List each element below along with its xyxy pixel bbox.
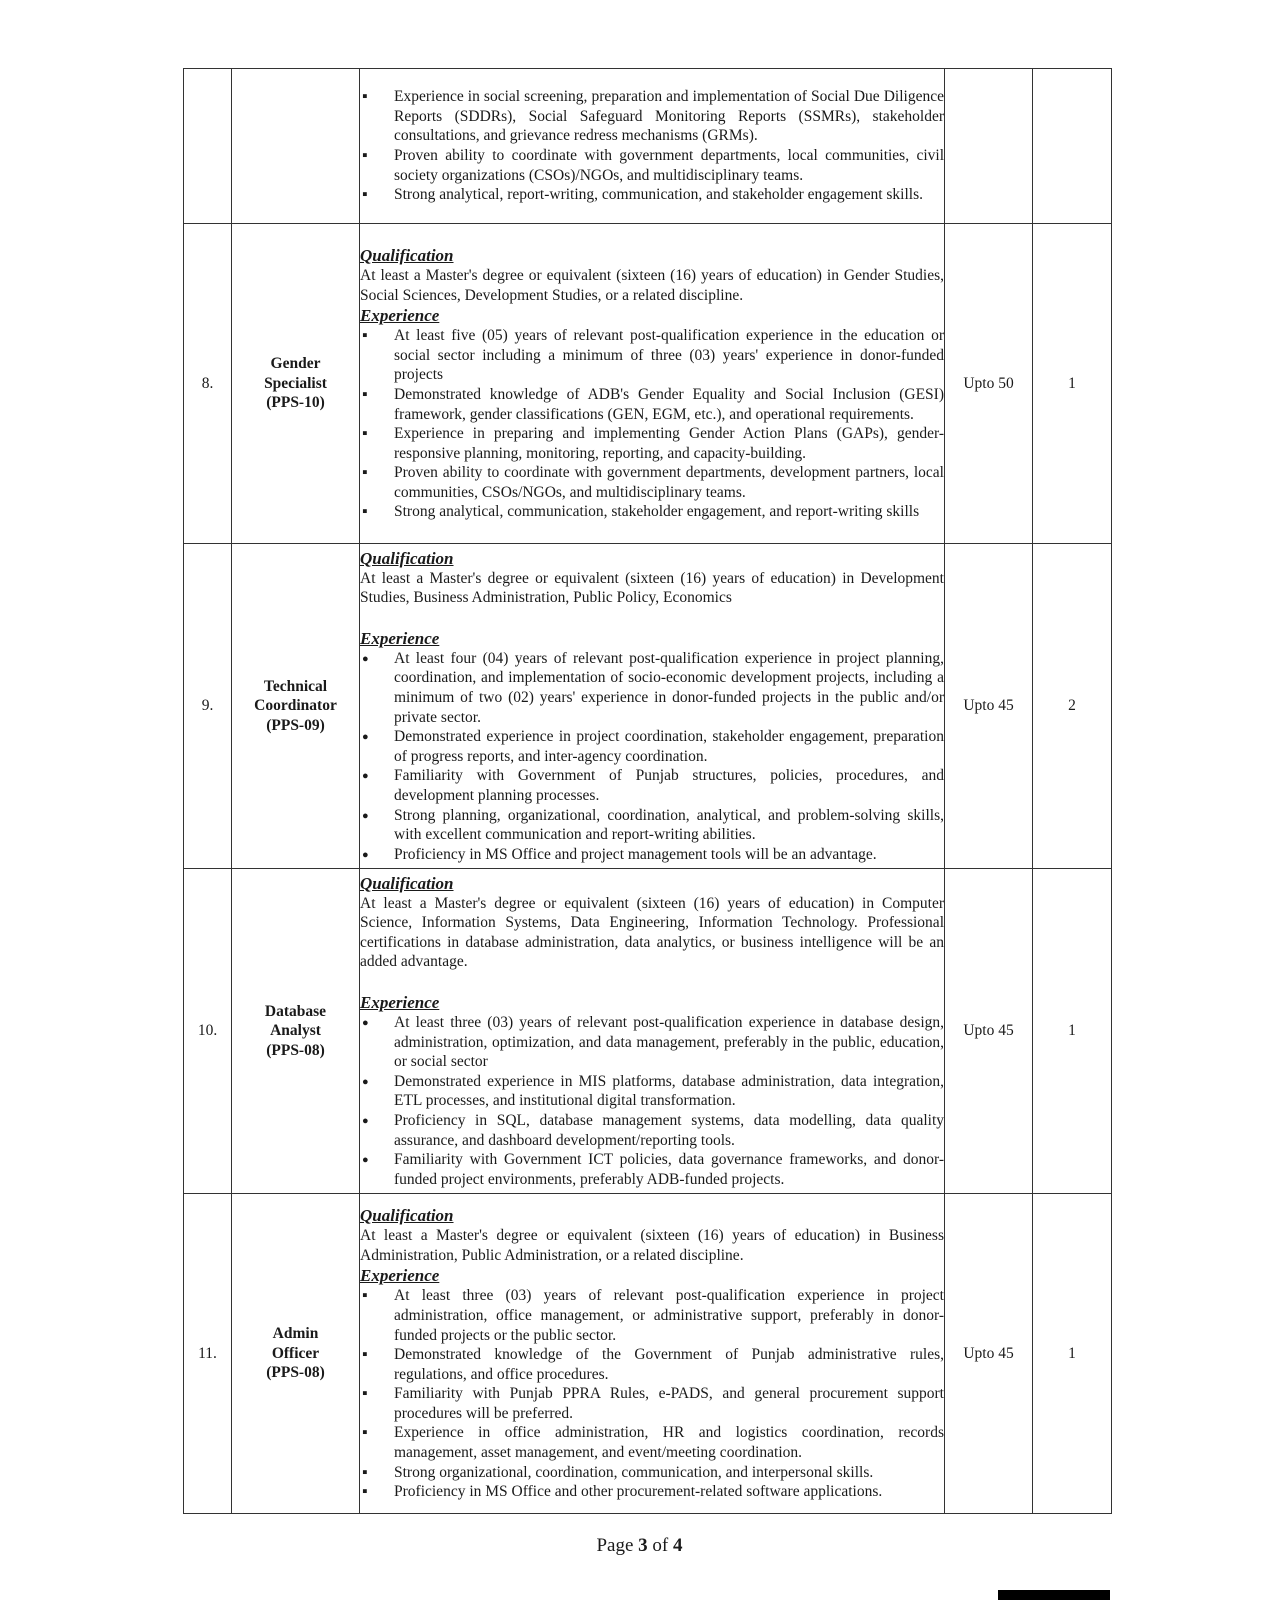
age-limit-cell: Upto 45 (945, 1194, 1033, 1514)
list-item: ● Demonstrated experience in MIS platforms, database administration, data integration, ETL processes, and institutional digital transformation. (360, 1072, 944, 1111)
position-grade: (PPS-10) (266, 394, 325, 412)
position-title: Officer (271, 1344, 320, 1362)
list-item: ▪ Demonstrated knowledge of ADB's Gender Equality and Social Inclusion (GESI) framework, gender classifications (GEN, EGM, etc.), and operational requirements. (360, 385, 944, 424)
experience-list (360, 649, 944, 865)
qualification-text: At least a Master's degree or equivalent (sixteen (16) years of education) in Development Studies, Business Administration, Public Policy, Economics (360, 569, 944, 607)
experience-list (360, 87, 944, 205)
position-title: Gender (270, 355, 321, 373)
qualification-heading: Qualification (360, 873, 454, 893)
experience-list (360, 326, 944, 522)
page-current: 3 (638, 1535, 648, 1556)
position-cell (232, 224, 360, 544)
requirements-cell (360, 544, 945, 869)
serial-number-cell: 10. (184, 869, 232, 1194)
position-grade: (PPS-08) (266, 1364, 325, 1382)
table-row (184, 869, 1112, 1194)
qualification-text: At least a Master's degree or equivalent (sixteen (16) years of education) in Business Administration, Public Administration, or a related discipline. (360, 1227, 944, 1264)
list-item: ▪ Strong organizational, coordination, communication, and interpersonal skills. (360, 1463, 944, 1483)
list-item: ● Familiarity with Government ICT policies, data governance frameworks, and donor-funded project environments, preferably ADB-funded projects. (360, 1150, 944, 1189)
posts-count-cell: 1 (1033, 1194, 1112, 1514)
requirements-cell (360, 224, 945, 544)
list-item: ▪ Proficiency in MS Office and other procurement-related software applications. (360, 1482, 944, 1502)
requirements-cell (360, 69, 945, 224)
list-item: ● Proficiency in MS Office and project management tools will be an advantage. (360, 845, 944, 865)
qualification-text: At least a Master's degree or equivalent (sixteen (16) years of education) in Gender Studies, Social Sciences, Development Studies, or a related discipline. (360, 266, 944, 304)
requirements-cell (360, 1194, 945, 1514)
list-item: ▪ Strong analytical, communication, stakeholder engagement, and report-writing skills (360, 502, 944, 522)
list-item: ● At least four (04) years of relevant post-qualification experience in project planning, coordination, and implementation of socio-economic development projects, including a minimum of two (02) years' experience in donor-funded projects in the public and/or private sector. (360, 649, 944, 727)
qualification-heading: Qualification (360, 245, 454, 265)
list-item: ▪ Demonstrated knowledge of the Government of Punjab administrative rules, regulations, and office procedures. (360, 1345, 944, 1384)
serial-number-cell: 11. (184, 1194, 232, 1514)
page-total: 4 (673, 1535, 683, 1556)
age-limit-cell: Upto 50 (945, 224, 1033, 544)
list-item: ● At least three (03) years of relevant post-qualification experience in database design, administration, optimization, and data management, preferably in the public, education, or social sector (360, 1013, 944, 1072)
list-item: ▪ Experience in preparing and implementing Gender Action Plans (GAPs), gender-responsive planning, monitoring, reporting, and capacity-building. (360, 424, 944, 463)
experience-heading: Experience (360, 1266, 440, 1286)
list-item: ● Strong planning, organizational, coordination, analytical, and problem-solving skills, with excellent communication and report-writing abilities. (360, 806, 944, 845)
serial-number-cell (184, 69, 232, 224)
position-title: Coordinator (254, 697, 337, 715)
position-title: Specialist (264, 374, 327, 392)
age-limit-cell: Upto 45 (945, 869, 1033, 1194)
posts-count-cell: 2 (1033, 544, 1112, 869)
list-item: ▪ At least three (03) years of relevant post-qualification experience in project administration, office management, or administrative support, preferably in donor-funded projects or the public sector. (360, 1286, 944, 1345)
experience-heading: Experience (360, 628, 440, 648)
table-row (184, 224, 1112, 544)
qualification-heading: Qualification (360, 1206, 454, 1226)
list-item: ▪ Familiarity with Punjab PPRA Rules, e-PADS, and general procurement support procedures will be preferred. (360, 1384, 944, 1423)
requirements-cell (360, 869, 945, 1194)
posts-count-cell: 1 (1033, 869, 1112, 1194)
list-item: ▪ Experience in office administration, HR and logistics coordination, records management, asset management, and event/meeting coordination. (360, 1423, 944, 1462)
position-cell (232, 544, 360, 869)
list-item: ▪ Strong analytical, report-writing, communication, and stakeholder engagement skills. (360, 185, 944, 205)
page-number (0, 1535, 1279, 1557)
position-cell (232, 1194, 360, 1514)
list-item: ▪ Proven ability to coordinate with government departments, local communities, civil society organizations (CSOs)/NGOs, and multidisciplinary teams. (360, 146, 944, 185)
list-item: ▪ Experience in social screening, preparation and implementation of Social Due Diligence Reports (SDDRs), Social Safeguard Monitoring Reports (SSMRs), stakeholder consultations, and grievance redress mechanisms (GRMs). (360, 87, 944, 146)
list-item: ▪ At least five (05) years of relevant post-qualification experience in the education or social sector including a minimum of three (03) years' experience in donor-funded projects (360, 326, 944, 385)
list-item: ● Proficiency in SQL, database management systems, data modelling, data quality assurance, and dashboard development/reporting tools. (360, 1111, 944, 1150)
position-title: Database (264, 1002, 327, 1020)
table-row (184, 69, 1112, 224)
page-of: of (647, 1535, 673, 1556)
experience-list (360, 1013, 944, 1189)
experience-heading: Experience (360, 993, 440, 1013)
experience-heading: Experience (360, 306, 440, 326)
position-grade: (PPS-09) (266, 716, 325, 734)
position-title: Admin (272, 1325, 319, 1343)
posts-count-cell (1033, 69, 1112, 224)
qualification-text: At least a Master's degree or equivalent (sixteen (16) years of education) in Computer Science, Information Systems, Data Engineering, Information Technology. Professional certifications in database administration, data analytics, or business intelligence will be an added advantage. (360, 894, 944, 971)
serial-number-cell: 9. (184, 544, 232, 869)
list-item: ● Demonstrated experience in project coordination, stakeholder engagement, preparation of progress reports, and inter-agency coordination. (360, 727, 944, 766)
list-item: ▪ Proven ability to coordinate with government departments, development partners, local communities, CSOs/NGOs, and multidisciplinary teams. (360, 463, 944, 502)
table-row (184, 544, 1112, 869)
serial-number-cell: 8. (184, 224, 232, 544)
list-item: ● Familiarity with Government of Punjab structures, policies, procedures, and development planning processes. (360, 766, 944, 805)
table-row (184, 1194, 1112, 1514)
position-grade: (PPS-08) (266, 1041, 325, 1059)
position-title: Analyst (270, 1022, 321, 1040)
position-title: Technical (263, 677, 328, 695)
age-limit-cell (945, 69, 1033, 224)
position-cell (232, 69, 360, 224)
qualification-heading: Qualification (360, 548, 454, 568)
posts-count-cell: 1 (1033, 224, 1112, 544)
age-limit-cell: Upto 45 (945, 544, 1033, 869)
experience-list (360, 1286, 944, 1502)
page-prefix: Page (596, 1535, 639, 1556)
scan-edge-mark (998, 1590, 1110, 1600)
positions-table (183, 68, 1112, 1514)
position-cell (232, 869, 360, 1194)
